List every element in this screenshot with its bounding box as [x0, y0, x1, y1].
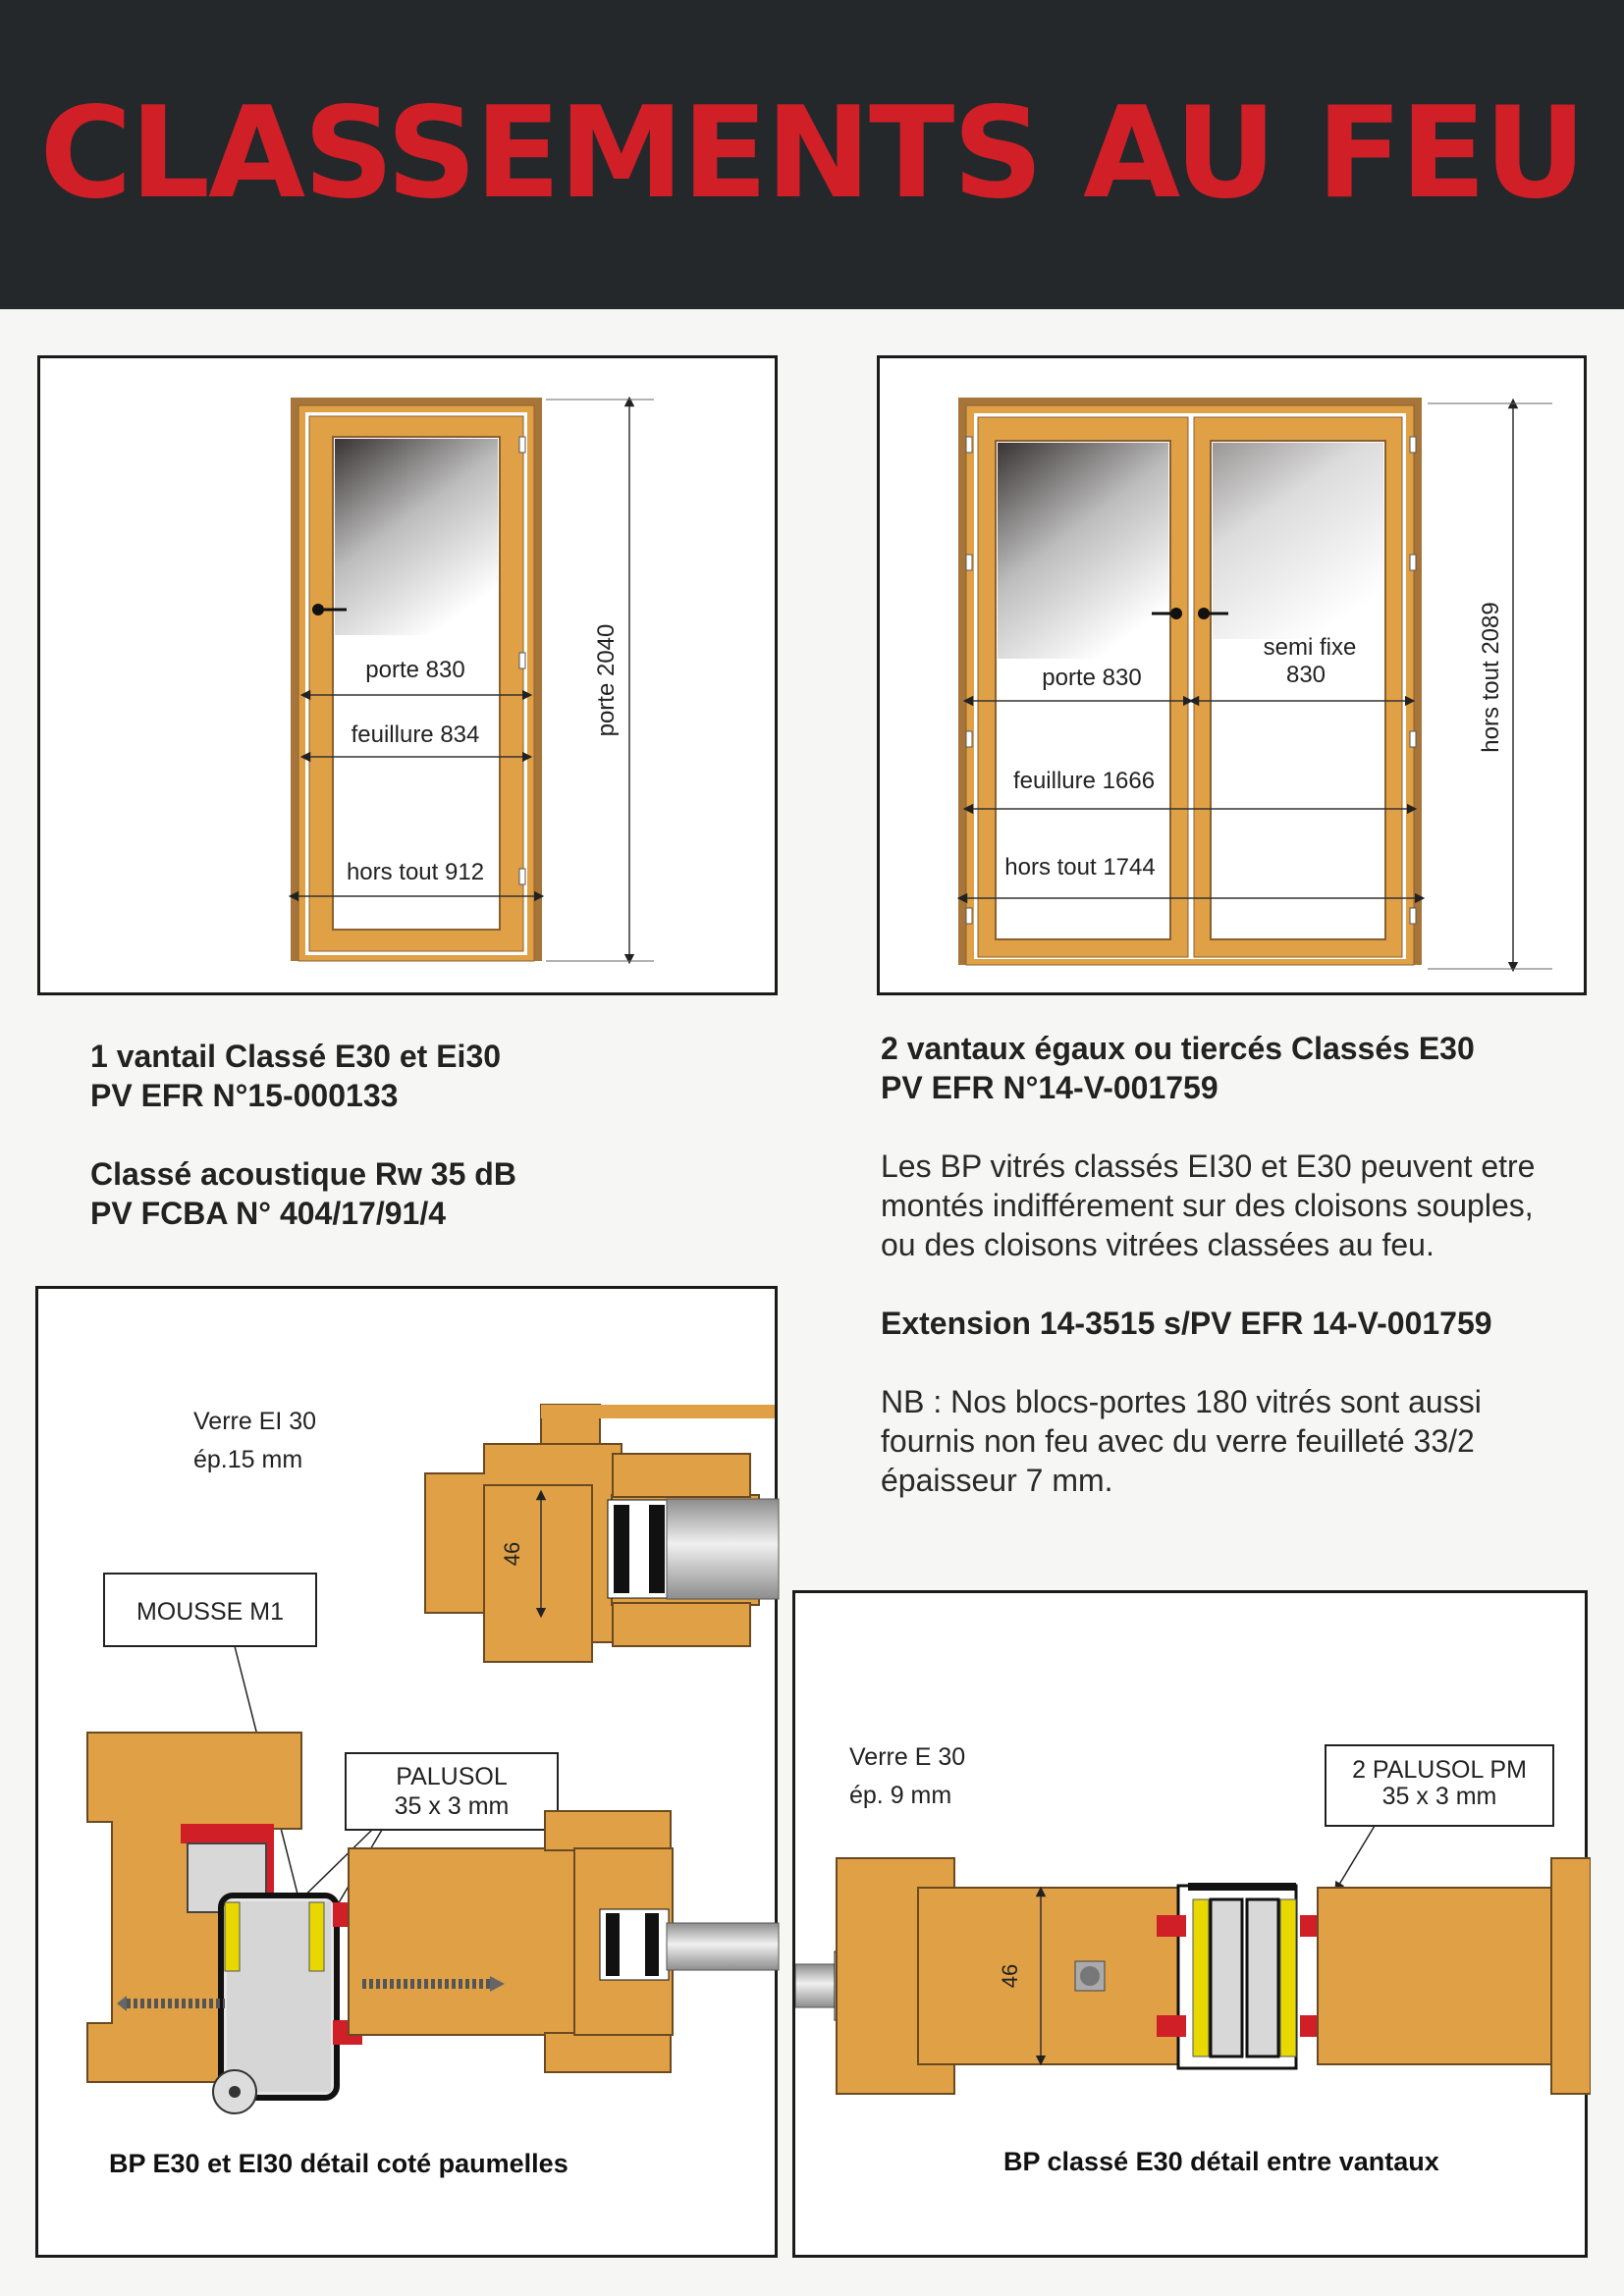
- right-extension: Extension 14-3515 s/PV EFR 14-V-001759: [881, 1306, 1492, 1341]
- dim-semi-fixe: semi fixe: [1263, 634, 1357, 661]
- detail-hinge-drawing: [38, 1289, 781, 2261]
- panel-single-door: [37, 355, 778, 995]
- dim-hauteur: hors tout 2089: [1478, 602, 1504, 753]
- caption-between: BP classé E30 détail entre vantaux: [1003, 2147, 1439, 2176]
- dim-hors-tout: hors tout 912: [346, 859, 485, 885]
- verre-ep: ép.15 mm: [193, 1446, 303, 1473]
- right-nb-c: épaisseur 7 mm.: [881, 1463, 1113, 1498]
- panel-detail-hinge: [35, 1286, 778, 2258]
- double-door-drawing: [880, 358, 1590, 998]
- dim-feuillure: feuillure 834: [351, 721, 480, 748]
- right-nb-b: fournis non feu avec du verre feuilleté 33/2: [881, 1423, 1475, 1459]
- palusol-dim: 35 x 3 mm: [394, 1792, 510, 1820]
- left-line-2: PV EFR N°15-000133: [90, 1078, 399, 1113]
- header-banner: [0, 0, 1624, 309]
- left-line-4: PV FCBA N° 404/17/91/4: [90, 1196, 446, 1231]
- dim-semi-fixe-value: 830: [1285, 662, 1326, 688]
- text-left: [90, 1037, 778, 1233]
- palusol-dim: 35 x 3 mm: [1381, 1783, 1497, 1810]
- text-right: [881, 1029, 1597, 1500]
- single-door-drawing: [40, 358, 781, 998]
- detail-dim-46: 46: [998, 1963, 1022, 1989]
- palusol-label: PALUSOL: [396, 1763, 508, 1790]
- panel-detail-between: [792, 1590, 1588, 2258]
- mousse-label: MOUSSE M1: [135, 1598, 285, 1626]
- verre-label: Verre E 30: [849, 1743, 966, 1771]
- palusol-label: 2 PALUSOL PM: [1352, 1756, 1527, 1784]
- right-para-1-b: montés indifférement sur des cloisons souples,: [881, 1188, 1534, 1223]
- dim-porte: porte 830: [1042, 665, 1142, 691]
- dim-feuillure: feuillure 1666: [1012, 768, 1156, 794]
- page-title: CLASSEMENTS AU FEU: [39, 80, 1585, 227]
- left-line-1: 1 vantail Classé E30 et Ei30: [90, 1039, 502, 1074]
- detail-dim-46: 46: [500, 1541, 524, 1567]
- panel-double-door: [877, 355, 1587, 995]
- dim-porte: porte 830: [365, 657, 465, 683]
- dim-hauteur: porte 2040: [593, 623, 620, 737]
- right-para-1-c: ou des cloisons vitrées classées au feu.: [881, 1227, 1435, 1262]
- right-para-1-a: Les BP vitrés classés EI30 et E30 peuvent etre: [881, 1148, 1536, 1184]
- verre-ep: ép. 9 mm: [849, 1782, 952, 1809]
- dim-hors-tout: hors tout 1744: [1004, 854, 1156, 881]
- left-line-3: Classé acoustique Rw 35 dB: [90, 1156, 516, 1192]
- right-nb-a: NB : Nos blocs-portes 180 vitrés sont aussi: [881, 1384, 1482, 1419]
- verre-label: Verre EI 30: [193, 1408, 317, 1435]
- right-line-1: 2 vantaux égaux ou tiercés Classés E30: [881, 1031, 1475, 1066]
- caption-hinge: BP E30 et EI30 détail coté paumelles: [109, 2149, 568, 2178]
- right-line-2: PV EFR N°14-V-001759: [881, 1070, 1218, 1105]
